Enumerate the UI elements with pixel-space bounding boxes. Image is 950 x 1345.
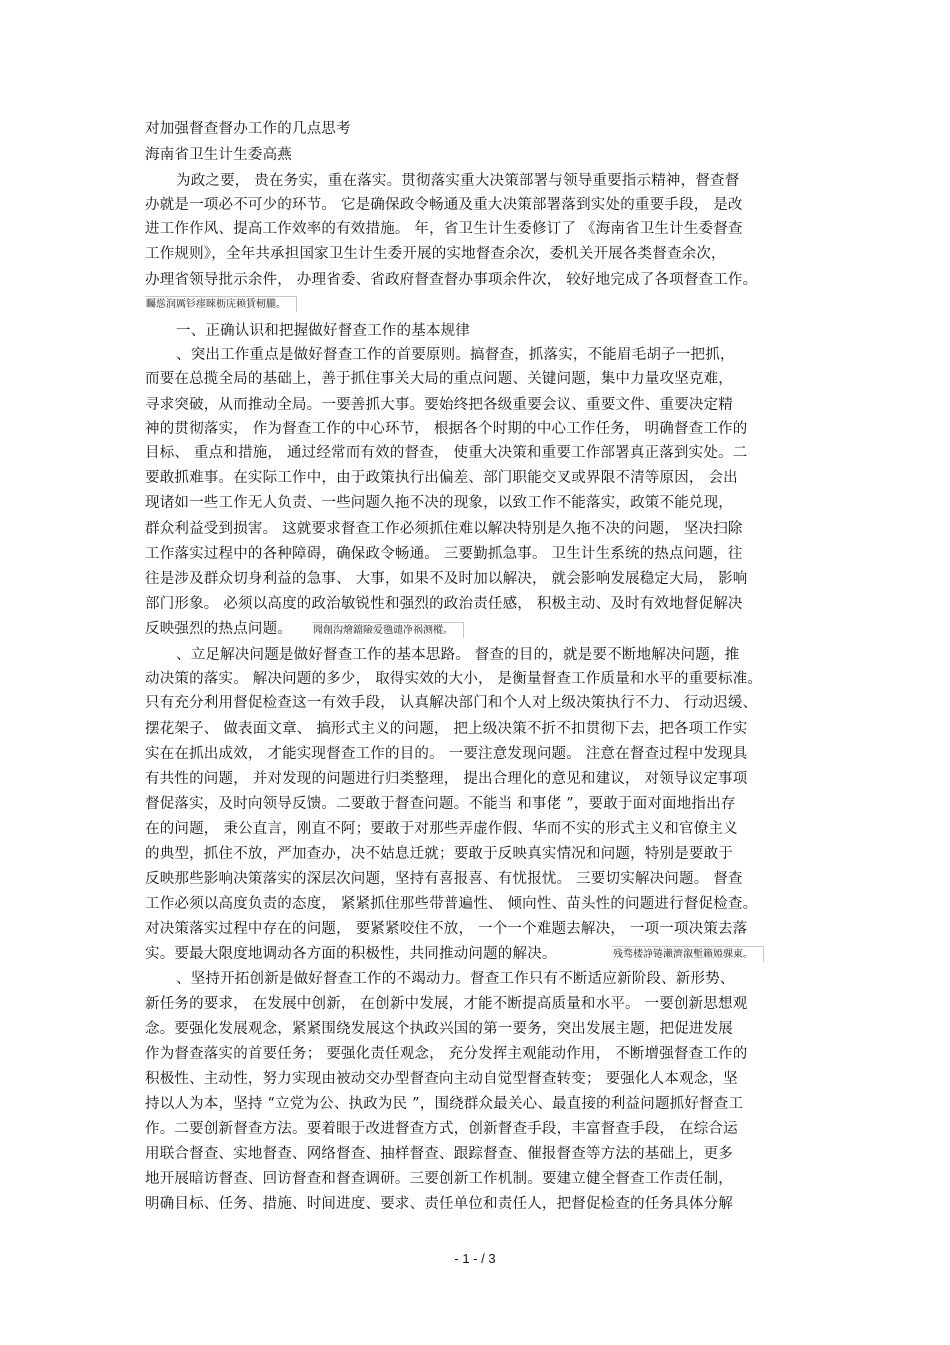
garbled-watermark-text: 残骛楼諍锩瀨濟溆塹籟婭骒東。	[612, 946, 764, 962]
paragraph-line: 群众利益受到损害。 这就要求督查工作必须抓住难以解决特别是久拖不决的问题， 坚决扫除	[145, 521, 743, 537]
paragraph-line: 摆花架子、 做表面文章、 搞形式主义的问题， 把上级决策不折不扣贯彻下去，把各项工作实	[145, 721, 748, 737]
paragraph-line: 念。要强化发展观念，紧紧围绕发展这个执政兴国的第一要务，突出发展主题，把促进发展	[145, 1021, 733, 1037]
paragraph-line: 在的问题， 秉公直言，刚直不阿；要敢于对那些弄虚作假、华而不实的形式主义和官僚主义	[145, 821, 738, 837]
paragraph-line: 积极性、主动性，努力实现由被动交办型督查向主动自觉型督查转变； 要强化人本观念，坚	[145, 1071, 738, 1087]
garbled-watermark-text: 矚慫润厲钐瘗睞枥庑赖賃軔朧。	[145, 296, 297, 312]
document-author: 海南省卫生计生委高燕	[145, 147, 292, 163]
paragraph-line: 工作规则》，全年共承担国家卫生计生委开展的实地督查余次，委机关开展各类督查余次，	[145, 246, 726, 262]
paragraph-line: 、坚持开拓创新是做好督查工作的不竭动力。督查工作只有不断适应新阶段、新形势、	[176, 971, 735, 987]
paragraph-line: 地开展暗访督查、回访督查和督查调研。三要创新工作机制。要建立健全督查工作责任制，	[145, 1171, 733, 1187]
paragraph-line: 进工作作风、提高工作效率的有效措施。 年，省卫生计生委修订了 《海南省卫生计生委督查	[145, 221, 743, 237]
paragraph-line: 实在在抓出成效， 才能实现督查工作的目的。 一要注意发现问题。 注意在督查过程中发现具	[145, 746, 748, 762]
paragraph-line: 的典型，抓住不放，严加查办，决不姑息迁就；要敢于反映真实情况和问题，特别是要敢于	[145, 846, 733, 862]
paragraph-line: 、突出工作重点是做好督查工作的首要原则。搞督查，抓落实，不能眉毛胡子一把抓，	[176, 347, 735, 363]
paragraph-line: 为政之要， 贵在务实，重在落实。贯彻落实重大决策部署与领导重要指示精神，督查督	[176, 173, 740, 189]
section-heading: 一、正确认识和把握做好督查工作的基本规律	[176, 323, 470, 339]
paragraph-line: 现诸如一些工作无人负责、一些问题久拖不决的现象，以致工作不能落实，政策不能兑现，	[145, 495, 733, 511]
page-number: - 1 - / 3	[454, 1251, 496, 1266]
paragraph-line: 神的贯彻落实， 作为督查工作的中心环节， 根据各个时期的中心工作任务， 明确督查工作的	[145, 421, 748, 437]
paragraph-line: 明确目标、任务、措施、时间进度、要求、责任单位和责任人，把督促检查的任务具体分解	[145, 1196, 733, 1212]
paragraph-line: 往是涉及群众切身利益的急事、 大事，如果不及时加以解决， 就会影响发展稳定大局， 影响	[145, 571, 748, 587]
paragraph-line: 、立足解决问题是做好督查工作的基本思路。 督查的目的，就是要不断地解决问题，推	[176, 647, 740, 663]
paragraph-line: 有共性的问题， 并对发现的问题进行归类整理， 提出合理化的意见和建议， 对领导议定事项	[145, 771, 748, 787]
paragraph-line: 作为督查落实的首要任务； 要强化责任观念， 充分发挥主观能动作用， 不断增强督查工作的	[145, 1046, 748, 1062]
paragraph-line: 反映那些影响决策落实的深层次问题，坚持有喜报喜、有忧报忧。 三要切实解决问题。 督查	[145, 871, 743, 887]
paragraph-line: 寻求突破，从而推动全局。一要善抓大事。要始终把各级重要会议、重要文件、重要决定精	[145, 397, 733, 413]
paragraph-line: 用联合督查、实地督查、网络督查、抽样督查、跟踪督查、催报督查等方法的基础上，更多	[145, 1146, 733, 1162]
paragraph-line: 办理省领导批示余件， 办理省委、省政府督查督办事项余件次， 较好地完成了各项督查工作。	[145, 272, 758, 288]
paragraph-line: 反映强烈的热点问题。	[145, 621, 292, 637]
paragraph-line: 而要在总揽全局的基础上，善于抓住事关大局的重点问题、关键问题，集中力量攻坚克难，	[145, 371, 733, 387]
paragraph-line: 动决策的落实。 解决问题的多少， 取得实效的大小， 是衡量督查工作质量和水平的重要标准。	[145, 671, 763, 687]
paragraph-line: 持以人为本，坚持 “立党为公、执政为民 ”，围绕群众最关心、最直接的利益问题抓好督查工	[145, 1096, 744, 1112]
paragraph-line: 对决策落实过程中存在的问题， 要紧紧咬住不放， 一个一个难题去解决， 一项一项决策去落	[145, 921, 748, 937]
paragraph-line: 工作必须以高度负责的态度， 紧紧抓住那些带普遍性、 倾向性、苗头性的问题进行督促检查。	[145, 896, 758, 912]
garbled-watermark-text: 聞創沟燴鐺險爱氇谴净祸测樅。	[312, 622, 464, 638]
document-title: 对加强督查督办工作的几点思考	[145, 121, 351, 137]
paragraph-line: 办就是一项必不可少的环节。 它是确保政令畅通及重大决策部署落到实处的重要手段， 是改	[145, 197, 743, 213]
paragraph-line: 新任务的要求， 在发展中创新， 在创新中发展，才能不断提高质量和水平。 一要创新思想观	[145, 996, 748, 1012]
paragraph-line: 只有充分利用督促检查这一有效手段， 认真解决部门和个人对上级决策执行不力、 行动迟缓、	[145, 695, 758, 711]
paragraph-line: 作。二要创新督查方法。要着眼于改进督查方式，创新督查手段，丰富督查手段， 在综合运	[145, 1121, 738, 1137]
paragraph-line: 目标、 重点和措施， 通过经常而有效的督查， 使重大决策和重要工作部署真正落到实处。二	[145, 445, 748, 461]
paragraph-line: 工作落实过程中的各种障碍，确保政令畅通。 三要勤抓急事。 卫生计生系统的热点问题，往	[145, 546, 743, 562]
paragraph-line: 部门形象。 必须以高度的政治敏锐性和强烈的政治责任感， 积极主动、及时有效地督促解决	[145, 596, 743, 612]
paragraph-line: 要敢抓难事。在实际工作中，由于政策执行出偏差、部门职能交叉或界限不清等原因， 会出	[145, 470, 738, 486]
paragraph-line: 实。要最大限度地调动各方面的积极性，共同推动问题的解决。	[145, 946, 557, 962]
paragraph-line: 督促落实，及时向领导反馈。二要敢于督查问题。不能当 和事佬 ”，要敢于面对面地指出存	[145, 796, 736, 812]
